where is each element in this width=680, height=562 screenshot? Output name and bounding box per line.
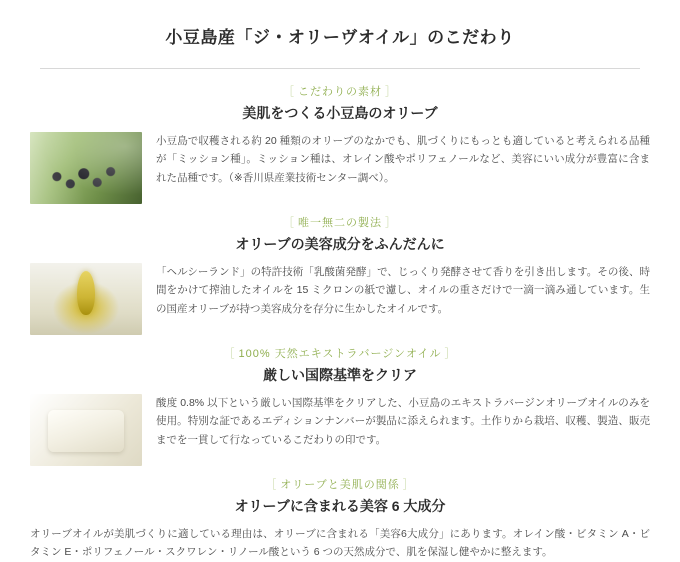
section-body-method <box>30 263 650 335</box>
olive-soap-photo <box>30 394 142 466</box>
section-heading-material: 美肌をつくる小豆島のオリーブ <box>242 104 438 121</box>
section-body-material <box>30 132 650 204</box>
section-tag-material <box>30 83 650 99</box>
olive-branch-photo <box>30 132 142 204</box>
section-body-standard <box>30 394 650 466</box>
section-heading-standard: 厳しい国際基準をクリア <box>263 366 417 383</box>
section-text-beauty: オリーブオイルが美肌づくりに適している理由は、オリーブに含まれる「美容6大成分」にあります。オレイン酸・ビタミン A・ビタミン E・ポリフェノール・スクワレン・リノール酸という 6 つの天然成分で、肌を保湿し健やかに整えます。 <box>30 527 650 559</box>
document-page <box>0 11 680 559</box>
section-tag-standard <box>30 345 650 361</box>
title-divider <box>40 68 640 69</box>
page-title: 小豆島産「ジ・オリーヴオイル」のこだわり <box>165 28 515 48</box>
section-text-material: 小豆島で収穫される約 20 種類のオリーブのなかでも、肌づくりにもっとも適していると考えられる品種が「ミッション種」。ミッション種は、オレイン酸やポリフェノールなど、美容にいい成分が豊富に含まれた品種です。（※香川県産業技術センター調べ）。 <box>156 134 650 184</box>
section-material <box>30 83 650 214</box>
bracket-right-icon: ］ <box>444 347 457 360</box>
section-tag-beauty <box>30 476 650 492</box>
bracket-left-icon: ［ <box>265 478 278 491</box>
bracket-left-icon: ［ <box>223 347 236 360</box>
section-heading-method: オリーブの美容成分をふんだんに <box>235 235 445 252</box>
bracket-right-icon: ］ <box>385 85 397 98</box>
section-body-beauty <box>30 525 650 562</box>
section-text-method: 「ヘルシーランド」の特許技術「乳酸菌発酵」で、じっくり発酵させて香りを引き出します。その後、時間をかけて搾油したオイルを 15 ミクロンの紙で濾し、オイルの重さだけで一滴一滴み通しています。生の国産オリーブが持つ美容成分を存分に生かしたオイルです。 <box>156 265 650 315</box>
section-beauty <box>30 476 650 562</box>
bracket-right-icon: ］ <box>385 216 397 229</box>
section-tag-beauty-label: オリーブと美肌の関係 <box>280 478 400 491</box>
bracket-left-icon: ［ <box>283 216 295 229</box>
olive-oil-drop-photo <box>30 263 142 335</box>
section-tag-standard-label: 100% 天然エキストラバージンオイル <box>238 347 442 360</box>
section-tag-method-label: 唯一無二の製法 <box>298 216 382 229</box>
section-method <box>30 214 650 345</box>
bracket-right-icon: ］ <box>402 478 415 491</box>
bracket-left-icon: ［ <box>283 85 295 98</box>
section-tag-material-label: こだわりの素材 <box>298 85 382 98</box>
section-tag-method <box>30 214 650 230</box>
section-standard <box>30 345 650 476</box>
section-heading-beauty: オリーブに含まれる美容 6 大成分 <box>234 497 446 514</box>
section-text-standard: 酸度 0.8% 以下という厳しい国際基準をクリアした、小豆島のエキストラバージンオリーブオイルのみを使用。特別な証であるエディションナンバーが製品に添えられます。土作りから栽培、収穫、製造、販売までを一貫して行なっているこだわりの印です。 <box>156 396 650 446</box>
